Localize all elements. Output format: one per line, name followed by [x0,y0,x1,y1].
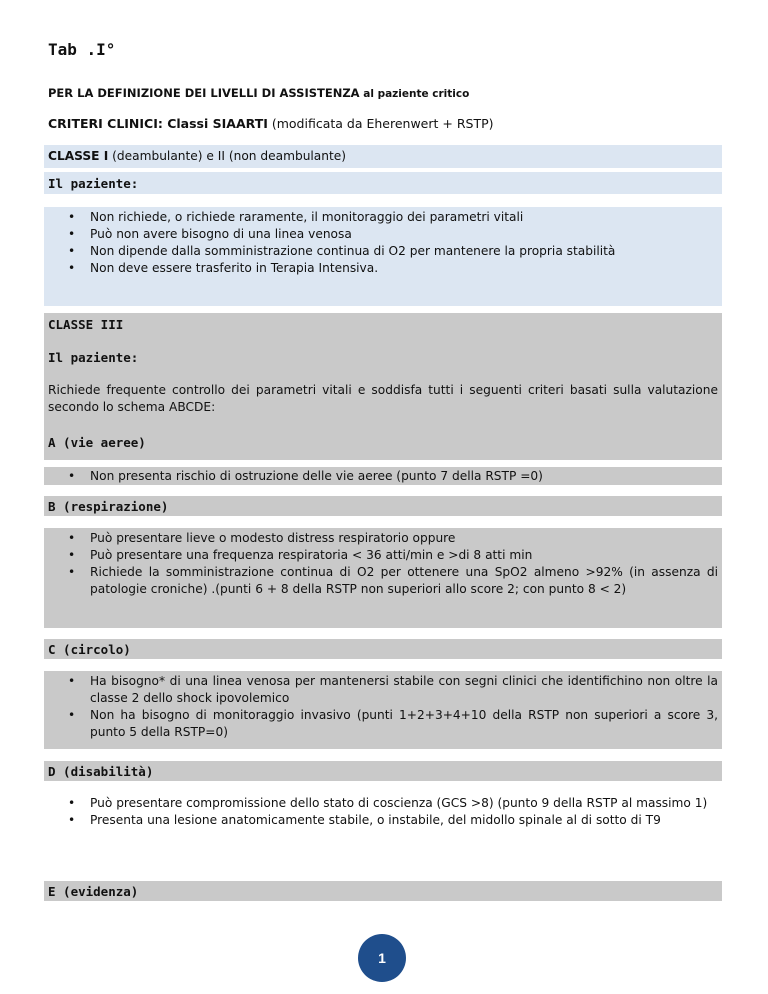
levels-heading [48,86,469,100]
section-b-title: B (respirazione) [48,499,169,514]
list-item: • Richiede la somministrazione continua di O2 per ottenere una SpO2 almeno >92% (in assenza di patologie croniche) .(punti 6 + 8 della RSTP non superiori allo score 2; con punto 8 < 2) [68,565,718,596]
list-item: • Non deve essere trasferito in Terapia Intensiva. [68,261,379,275]
list-item: • Non dipende dalla somministrazione continua di O2 per mantenere la propria stabilità [68,244,616,258]
list-item: • Non presenta rischio di ostruzione delle vie aeree (punto 7 della RSTP =0) [68,469,543,483]
section-b-title-band [44,496,722,516]
list-item: • Può presentare lieve o modesto distress respiratorio oppure [68,531,456,545]
section-d-title: D (disabilità) [48,764,154,779]
list-item: • Non ha bisogno di monitoraggio invasivo (punti 1+2+3+4+10 della RSTP non superiori a score 3, punto 5 della RSTP=0) [68,708,718,739]
document-title: Tab .I° [48,40,116,59]
class12-patient-band [44,172,722,194]
section-e-title-band [44,881,722,901]
section-c-list-band [44,671,722,749]
list-item: • Ha bisogno* di una linea venosa per mantenersi stabile con segni clinici che identifichino non oltre la classe 2 dello shock ipovolemico [68,674,718,705]
list-item: • Può presentare una frequenza respiratoria < 36 atti/min e >di 8 atti min [68,548,533,562]
list-item: • Può presentare compromissione dello stato di coscienza (GCS >8) (punto 9 della RSTP al massimo 1) [68,796,708,810]
criteria-heading-note: (modificata da Eherenwert + RSTP) [267,116,494,131]
section-a-title: A (vie aeree) [48,435,146,450]
section-e-title: E (evidenza) [48,884,139,899]
criteria-heading-main: CRITERI CLINICI: Classi SIAARTI [48,116,268,131]
class3-title: CLASSE III [48,317,124,332]
class12-title [48,149,346,163]
class12-list [44,209,718,277]
section-b-list-band [44,528,722,628]
section-a-list [44,468,718,485]
class3-intro: Richiede frequente controllo dei parametri vitali e soddisfa tutti i seguenti criteri basati sulla valutazione secondo lo schema ABCDE: [48,383,718,414]
class3-header-band [44,313,722,460]
list-item: • Non richiede, o richiede raramente, il monitoraggio dei parametri vitali [68,210,524,224]
criteria-heading [48,116,494,131]
class12-list-band [44,207,722,306]
class12-title-band [44,145,722,168]
section-c-title: C (circolo) [48,642,131,657]
levels-heading-suffix: al paziente critico [359,88,470,100]
class12-title-main: CLASSE I [48,149,109,163]
list-item: • Può non avere bisogno di una linea venosa [68,227,352,241]
class3-patient-label: Il paziente: [48,350,139,365]
section-d-list-band [44,793,722,871]
list-item: • Presenta una lesione anatomicamente stabile, o instabile, del midollo spinale al di sotto di T9 [68,813,661,827]
section-d-title-band [44,761,722,781]
levels-heading-main: PER LA DEFINIZIONE DEI LIVELLI DI ASSISTENZA [48,86,360,100]
class12-patient-label: Il paziente: [48,176,139,191]
page-number-badge: 1 [358,934,406,982]
class12-title-note: (deambulante) e II (non deambulante) [108,149,347,163]
section-d-list [44,795,718,829]
section-a-list-band [44,467,722,485]
section-c-list [44,673,718,741]
section-c-title-band [44,639,722,659]
section-b-list [44,530,718,598]
